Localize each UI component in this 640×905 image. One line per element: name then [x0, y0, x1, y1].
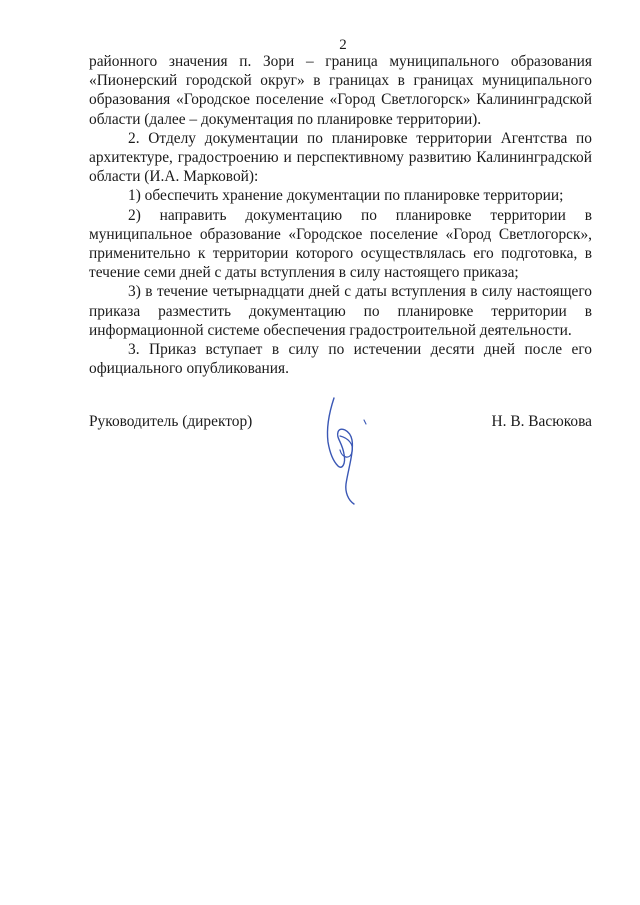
intro-paragraph: районного значения п. Зори – граница муниципального образования «Пионерский городской округ» в границах в границах муниципального образования «Городское поселение «Город Светлогорск» Калининградской области (далее – документация по планировке территории). — [89, 53, 592, 128]
clause-2-item-1: 1) обеспечить хранение документации по планировке территории; — [128, 187, 564, 205]
page-number: 2 — [339, 37, 347, 53]
clause-2-item-2: 2) направить документацию по планировке территории в муниципальное образование «Городское поселение «Город Светлогорск», применительно к территории которого осуществлялась его подготовка, в течение семи дней с даты вступления в силу настоящего приказа; — [89, 206, 592, 282]
document-body — [89, 52, 592, 378]
signature-stroke — [364, 420, 366, 424]
signatory-name: Н. В. Васюкова — [491, 413, 592, 430]
handwritten-signature — [312, 392, 382, 512]
signatory-role: Руководитель (директор) — [89, 413, 253, 430]
clause-3-paragraph: 3. Приказ вступает в силу по истечении десяти дней после его официального опубликования. — [89, 341, 592, 378]
clause-2-paragraph: 2. Отделу документации по планировке территории Агентства по архитектуре, градостроению и перспективному развитию Калининградской области (И.А. Марковой): — [89, 129, 592, 186]
clause-2-item-3: 3) в течение четырнадцати дней с даты вступления в силу настоящего приказа разместить документацию по планировке территории в информационной системе обеспечения градостроительной деятельности. — [89, 283, 592, 339]
